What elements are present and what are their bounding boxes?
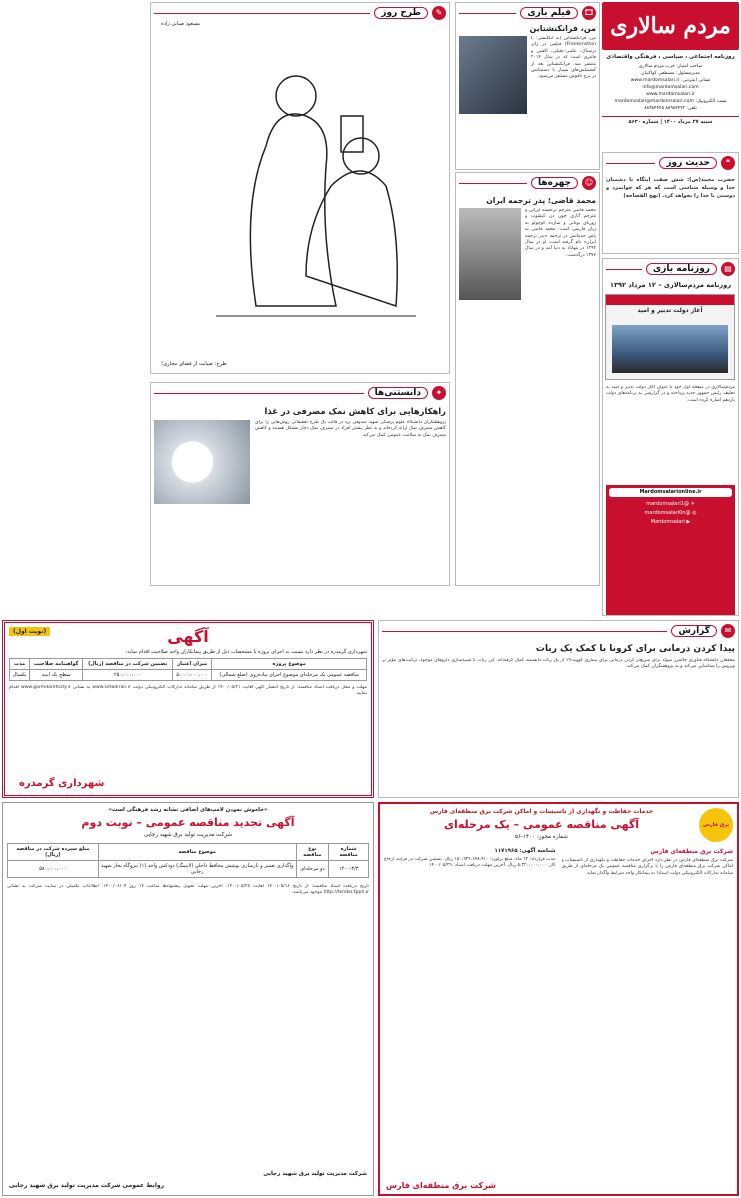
table-cell: دو مرحله‌ای bbox=[296, 861, 329, 878]
telegram-handle[interactable]: @mardomsalari1 bbox=[646, 501, 689, 507]
table-header-cell: گواهینامه صلاحیت bbox=[30, 659, 83, 670]
cartoon-header bbox=[154, 6, 446, 20]
ad-garmdareh-title: آگهی bbox=[167, 627, 209, 646]
ad-garmdareh bbox=[2, 620, 374, 798]
instagram-icon: ◎ bbox=[692, 510, 697, 516]
film-box bbox=[455, 2, 600, 170]
table-header-cell: موضوع پروژه bbox=[212, 659, 367, 670]
masthead-subtitle: روزنامه اجتماعی ، سیاسی ، فرهنگی واقتصادی bbox=[606, 54, 735, 60]
ad-rajaee-title: آگهی تجدید مناقصه عمومی – نوبت دوم bbox=[81, 816, 295, 829]
film-body: من، فرانکنشتاین (به انگلیسی: I, Frankenstein) فیلمی در ژانر ترسناک، علمی–تخیلی، اکشن و فانتزی است که در سال ۲۰۱۴ منتشر شد. فرانکنشتاین بعد از کشمکش‌های بسیار با دشمنانش در برج ناقوس مستقر می‌شود. bbox=[531, 36, 596, 80]
cartoon-drawing bbox=[156, 26, 446, 346]
people-label: چهره‌ها bbox=[531, 177, 578, 189]
aparat-handle[interactable]: Mardomsalari bbox=[650, 519, 685, 525]
table-header-cell: میزان اعتبار bbox=[173, 659, 212, 670]
aparat-icon: ▶ bbox=[686, 519, 691, 525]
masthead-info bbox=[602, 63, 739, 112]
face-icon: ☺ bbox=[582, 176, 596, 190]
section-rule bbox=[606, 269, 642, 270]
ad-fars-body: شرکت برق منطقه‌ای فارس در نظر دارد اجرای خدمات حفاظت و نگهداری از تاسیسات و اماکن شرکت برق منطقه‌ای فارس را با برگزاری مناقصه عمومی یک مرحله‌ای از طریق سامانه تدارکات الکترونیکی دولت (ستاد) به پیمانکار واجد شرایط واگذار نماید. bbox=[561, 858, 733, 876]
aparat-row[interactable] bbox=[609, 518, 732, 527]
science-photo[interactable] bbox=[154, 420, 250, 504]
ad-garmdareh-signature: شهرداری گرمدره bbox=[19, 778, 105, 789]
hadith-label: حدیث روز bbox=[659, 157, 717, 169]
archive-box bbox=[602, 258, 739, 616]
masthead-date: شنبه ۲۷ مرداد ۱۴۰۰ | شماره ۵۶۳۰ bbox=[602, 116, 739, 125]
table-header-row bbox=[10, 659, 367, 670]
section-rule bbox=[382, 631, 667, 632]
ad-rajaee-topline: «خاموش نمودن لامپ‌های اضافی نشانه رشد فرهنگی است» bbox=[108, 807, 268, 813]
ad-fars-company: شرکت برق منطقه‌ای فارس bbox=[650, 848, 733, 855]
masthead-info-line[interactable]: پست الکترونیک: mardomsalari@mardomsalari.com bbox=[614, 99, 727, 104]
ad-rajaee-table bbox=[7, 843, 369, 878]
masthead-info-line: تلفن: ۸۸۹۸۴۴۴۲ ۸۸۹۸۴۴۴۵ bbox=[644, 106, 697, 111]
newspaper-icon: ▤ bbox=[721, 262, 735, 276]
lightbulb-icon: ✦ bbox=[432, 386, 446, 400]
film-label: فیلم بازی bbox=[520, 7, 578, 19]
report-box bbox=[378, 620, 739, 798]
masthead-logo-text: مردم سالاری bbox=[610, 13, 731, 39]
ad-rajaee bbox=[2, 802, 374, 1196]
table-cell: ۵،۰۰۰،۰۰۰،۰۰۰ bbox=[173, 670, 212, 681]
people-photo[interactable] bbox=[459, 208, 521, 300]
archive-label: روزنامه بازی bbox=[646, 263, 717, 275]
instagram-row[interactable] bbox=[609, 509, 732, 518]
science-title: راهکارهایی برای کاهش نمک مصرفی در غذا bbox=[264, 406, 446, 416]
table-header-cell: شماره مناقصه bbox=[329, 844, 369, 861]
people-title: محمد قاضی؛ پدر ترجمه ایران bbox=[486, 196, 596, 205]
table-cell: ۲۵۰،۰۰۰،۰۰۰ bbox=[83, 670, 173, 681]
archive-thumbnail-title: آغاز دولت تدبیر و امید bbox=[637, 307, 703, 314]
telegram-icon: ✈ bbox=[690, 501, 695, 507]
table-cell: واگذاری تعمیر و بازسازی پوشش محافظ داخلی (لاینینگ) دودکش واحد (۱) نیروگاه بخار شهید رجایی bbox=[98, 861, 296, 878]
ad-fars-footer: شرکت برق منطقه‌ای فارس bbox=[386, 1181, 497, 1190]
ad-rajaee-footer-right: شرکت مدیریت تولید برق شهید رجایی bbox=[263, 1171, 367, 1177]
table-header-cell: نوع مناقصه bbox=[296, 844, 329, 861]
section-rule bbox=[606, 163, 655, 164]
report-icon: ✉ bbox=[721, 624, 735, 638]
report-header bbox=[382, 624, 735, 638]
ad-fars-header: خدمات حفاظت و نگهداری از تاسیسات و اماکن شرکت برق منطقه‌ای فارس bbox=[429, 808, 654, 815]
table-cell: مناقصه عمومی یک مرحله‌ای موضوع اجرای پیاده‌روی (ضلع شمالی) bbox=[212, 670, 367, 681]
section-rule bbox=[154, 13, 370, 14]
table-row bbox=[10, 670, 367, 681]
cartoon-artist: مسعود ضیایی زاده bbox=[161, 21, 201, 27]
ad-rajaee-org: شرکت مدیریت تولید برق شهید رجایی bbox=[143, 832, 233, 838]
ad-fars-number: شماره مجوز: ۱۴۰۰-۵۶ bbox=[515, 834, 568, 840]
people-body: محمد قاضی مترجم برجسته ایرانی و مترجم آثاری چون دن کیشوت و زوربای یونانی و شازده کوچولو به زبان فارسی است. محمد قاضی به پاس خدماتش در ترجمه «پدر ترجمه ایران» نام گرفته است. او در سال ۱۲۹۲ در مهاباد به دنیا آمد و در سال ۱۳۷۷ درگذشت. bbox=[525, 208, 596, 258]
section-rule bbox=[154, 393, 364, 394]
film-header bbox=[459, 6, 596, 20]
instagram-handle[interactable]: @mardomsalari0n bbox=[644, 510, 691, 516]
pencil-icon: ✎ bbox=[432, 6, 446, 20]
table-cell: ۵۸۰،۰۰۰،۰۰۰ bbox=[8, 861, 99, 878]
section-rule bbox=[459, 183, 527, 184]
hadith-header bbox=[606, 156, 735, 170]
ad-rajaee-footer-left: روابط عمومی شرکت مدیریت تولید برق شهید رجایی bbox=[9, 1182, 165, 1189]
table-header-cell: مبلغ سپرده شرکت در مناقصه (ریال) bbox=[8, 844, 99, 861]
ad-garmdareh-badge: (نوبت اول) bbox=[9, 627, 50, 636]
section-rule bbox=[459, 13, 516, 14]
report-title: پیدا کردن درمانی برای کرونا با کمک یک ربات bbox=[535, 644, 735, 654]
masthead-info-line: صاحب امتیاز: حزب مردم سالاری bbox=[638, 64, 703, 69]
archive-thumbnail-photo bbox=[612, 325, 728, 373]
table-cell: یکسال bbox=[10, 670, 30, 681]
archive-thumbnail[interactable] bbox=[605, 294, 735, 380]
table-header-row bbox=[8, 844, 369, 861]
ad-garmdareh-intro: شهرداری گرمدره در نظر دارد نسبت به اجرای پروژه با مشخصات ذیل از طریق پیمانکاران واجد صلاحیت اقدام نماید: bbox=[125, 649, 367, 655]
film-title: من، فرانکنشتاین bbox=[529, 24, 596, 33]
archive-title: روزنامه مردم‌سالاری – ۱۲ مرداد ۱۳۹۲ bbox=[609, 281, 731, 289]
ad-fars-id: شناسه آگهی: ۱۱۷۱۹۶۵ bbox=[494, 848, 556, 854]
table-cell: سطح یک ابنیه bbox=[30, 670, 83, 681]
quote-icon: ❝ bbox=[721, 156, 735, 170]
archive-header bbox=[606, 262, 735, 276]
telegram-row[interactable] bbox=[609, 500, 732, 509]
table-header-cell: مدت bbox=[10, 659, 30, 670]
archive-body: مردم‌سالاری در صفحه اول خود با عنوان آغاز دولت تدبیر و امید به تحلیف رئیس جمهور جدید پرداخته و در گزارشی به برنامه‌های دولت یازدهم اشاره کرده است. bbox=[606, 385, 735, 403]
science-label: دانستنی‌ها bbox=[368, 387, 428, 399]
ad-garmdareh-table bbox=[9, 658, 367, 681]
masthead-info-line[interactable]: www.mardomsalari.ir bbox=[646, 92, 695, 97]
science-box bbox=[150, 382, 450, 586]
masthead-info-line[interactable]: نشانی اینترنتی: www.mardomsalari.ir bbox=[630, 78, 711, 83]
table-cell: ۱۴۰۰-۳/۳ bbox=[329, 861, 369, 878]
film-icon: 🎞 bbox=[582, 6, 596, 20]
cartoon-box bbox=[150, 2, 450, 374]
science-header bbox=[154, 386, 446, 400]
report-body: محققان دانشگاه فناوری چالمرز سوئد برای سریع‌تر کردن درمانی برای بیماری کووید-۱۹ از یک ربات دانشمند کمک گرفته‌اند. این ربات با شبیه‌سازی داروهای موجود، ترکیب‌های مؤثر بر ویروس را شناسایی می‌کند و به پژوهشگران کمک می‌کند. bbox=[382, 658, 735, 670]
social-site[interactable]: Mardomsalarionline.ir bbox=[609, 488, 732, 497]
masthead bbox=[602, 2, 739, 150]
table-header-cell: موضوع مناقصه bbox=[98, 844, 296, 861]
table-header-cell: تضمین شرکت در مناقصه (ریال) bbox=[83, 659, 173, 670]
ad-fars-left-body: مدت قرارداد: ۱۲ ماه. مبلغ برآورد: ۱۵۰،۹۲۴،۶۷۸،۹۱۰ ریال. تضمین شرکت در فرآیند ارجاع کار: ۵،۳۲۰،۰۰۰،۰۰۰ ریال. آخرین مهلت دریافت اسناد: ۱۴۰۰/۰۵/۲۹. bbox=[384, 857, 556, 869]
people-header bbox=[459, 176, 596, 190]
social-panel bbox=[606, 485, 735, 615]
ad-fars-logo bbox=[699, 808, 733, 842]
ad-fars-tender bbox=[378, 802, 739, 1196]
science-body: پژوهشگران دانشگاه علوم پزشکی شهید صدوقی یزد در قالب یک طرح تحقیقاتی روش‌هایی را برای کاهش مصرف نمک ارائه کرده‌اند و به نظر بیشتر افراد در مصرف نمک دچار مشکل هستند و کاهش مصرف نمک به سلامت عمومی کمک می‌کند. bbox=[255, 420, 446, 438]
hadith-body: حضرت محمد(ص): شش صفت اینگاه با دشمنان خدا و وسیله شناسی است که هر که جوانمرد و دوستی با خدا را بخواهد کرد. (نهج الفصاحه) bbox=[606, 177, 735, 199]
masthead-info-line[interactable]: info@mardomsalari.com bbox=[642, 85, 699, 90]
hadith-box bbox=[602, 152, 739, 254]
people-box bbox=[455, 172, 600, 586]
report-label: گزارش bbox=[671, 625, 717, 637]
cartoon-caption: طرح: صیانت از فضای مجازی! bbox=[161, 361, 227, 367]
masthead-logo bbox=[602, 2, 739, 50]
table-row bbox=[8, 861, 369, 878]
cartoon-label: طرح روز bbox=[374, 7, 428, 19]
ad-fars-logo-text: برق فارس bbox=[702, 822, 730, 828]
film-poster[interactable] bbox=[459, 36, 527, 114]
ad-fars-title: آگهی مناقصه عمومی – یک مرحله‌ای bbox=[443, 818, 640, 831]
ad-rajaee-body: تاریخ دریافت اسناد مناقصه: از تاریخ ۱۴۰۰/۰۵/۱۶ لغایت ۱۴۰۰/۰۵/۲۵. آخرین مهلت تحویل پیشنهادها ساعت ۱۴ روز ۱۴۰۰/۰۶/۰۷. اطلاعات تکمیلی در سایت شرکت به نشانی http://tender.tpph.ir موجود می‌باشد. bbox=[7, 884, 369, 896]
ad-garmdareh-body: مهلت و محل دریافت اسناد مناقصه: از تاریخ انتشار آگهی لغایت ۱۴۰۰/۰۵/۲۱ از طریق سامانه تدارکات الکترونیکی دولت www.setadiran.ir به نشانی www.garmdarehcity.ir اقدام نمایید. bbox=[9, 685, 367, 697]
masthead-info-line: مدیرمسئول: مصطفی کواکبیان bbox=[641, 71, 700, 76]
